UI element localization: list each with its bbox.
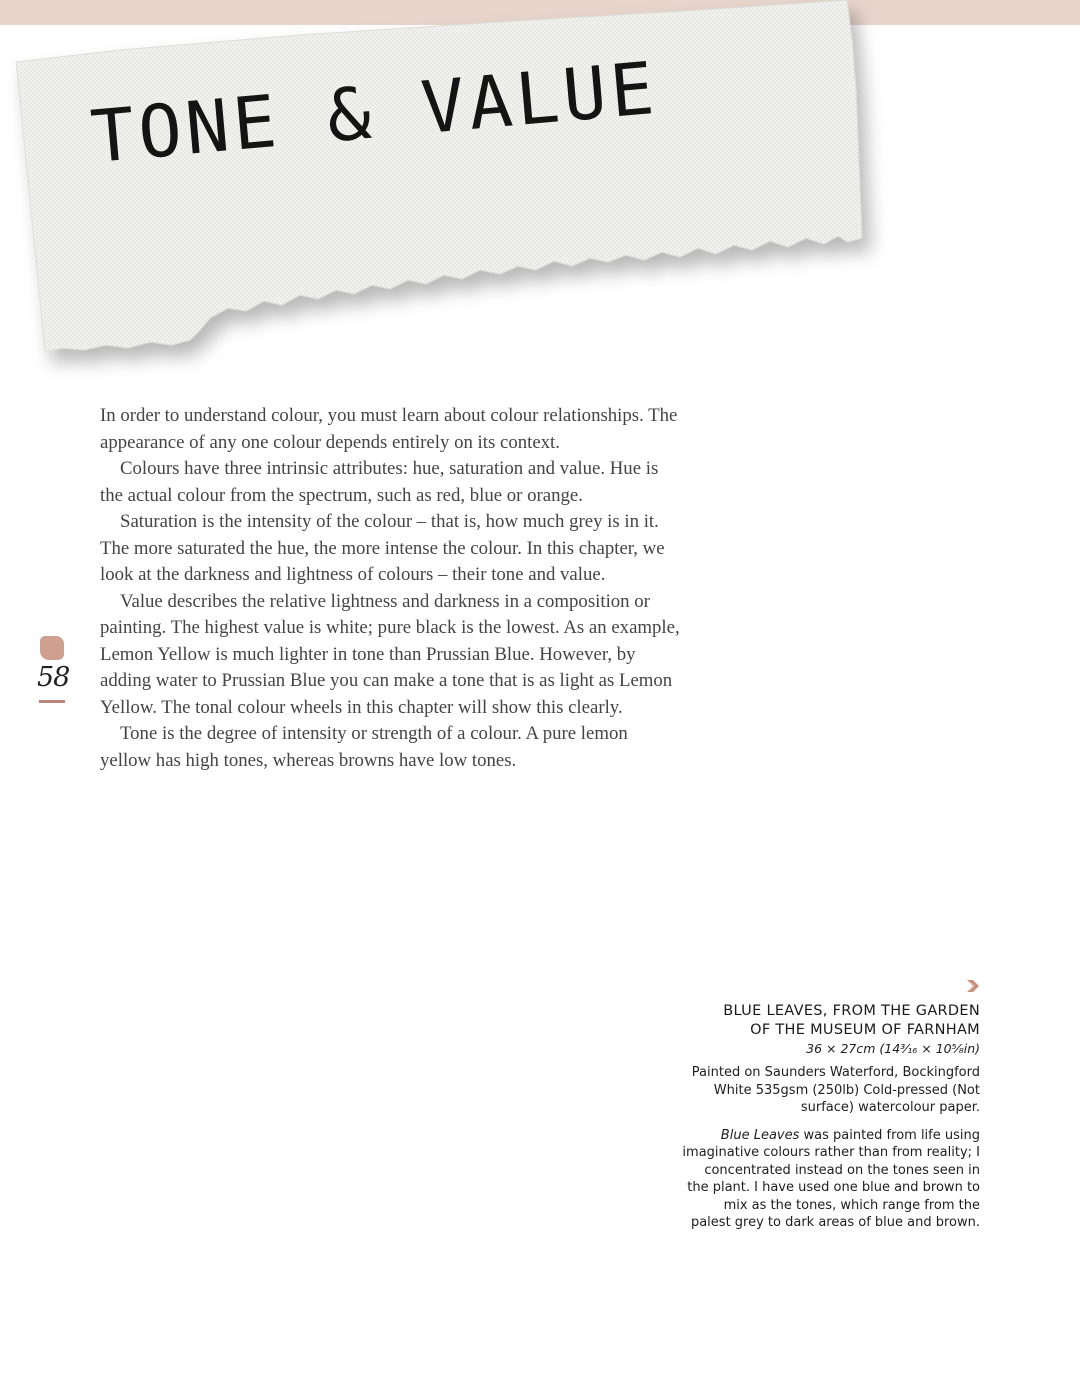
caption-title-line: BLUE LEAVES, FROM THE GARDEN: [723, 1003, 980, 1019]
body-paragraph: Saturation is the intensity of the colour – that is, how much grey is in it. The more saturated the hue, the more intense the colour. In this chapter, we look at the darkness and lightness of colours – their tone and value.: [100, 511, 665, 585]
chevron-right-icon: [964, 978, 980, 996]
caption-description: [680, 1127, 980, 1232]
paint-swatch: [40, 636, 64, 660]
image-caption: [680, 978, 980, 1232]
caption-title-line: OF THE MUSEUM OF FARNHAM: [750, 1022, 980, 1038]
page-title: TONE & VALUE: [87, 45, 662, 180]
caption-description-text: was painted from life using imaginative colours rather than from reality; I concentrated instead on the tones seen in the plant. I have used one blue and brown to mix as the tones, which range from the palest grey to dark areas of blue and brown.: [682, 1127, 980, 1230]
page-marker: [37, 636, 70, 703]
caption-title: [680, 1002, 980, 1040]
page-number: 58: [37, 662, 70, 693]
page-number-rule: [39, 700, 65, 703]
body-paragraph: In order to understand colour, you must learn about colour relationships. The appearance of any one colour depends entirely on its context.: [100, 405, 678, 453]
caption-dimensions: 36 × 27cm (14³⁄₁₆ × 10⁵⁄₈in): [806, 1041, 980, 1056]
body-paragraph: Colours have three intrinsic attributes: hue, saturation and value. Hue is the actual colour from the spectrum, such as red, blue or orange.: [100, 458, 659, 506]
body-text: [100, 403, 680, 774]
torn-paper-banner: [0, 0, 1080, 380]
body-paragraph: Tone is the degree of intensity or strength of a colour. A pure lemon yellow has high tones, whereas browns have low tones.: [100, 723, 628, 771]
caption-artwork-title: Blue Leaves: [720, 1127, 800, 1143]
caption-paper-info: Painted on Saunders Waterford, Bockingford White 535gsm (250lb) Cold-pressed (Not surface) watercolour paper.: [691, 1065, 980, 1115]
body-paragraph: Value describes the relative lightness and darkness in a composition or painting. The highest value is white; pure black is the lowest. As an example, Lemon Yellow is much lighter in tone than Prussian Blue. However, by adding water to Prussian Blue you can make a tone that is as light as Lemon Yellow. The tonal colour wheels in this chapter will show this clearly.: [100, 590, 680, 718]
